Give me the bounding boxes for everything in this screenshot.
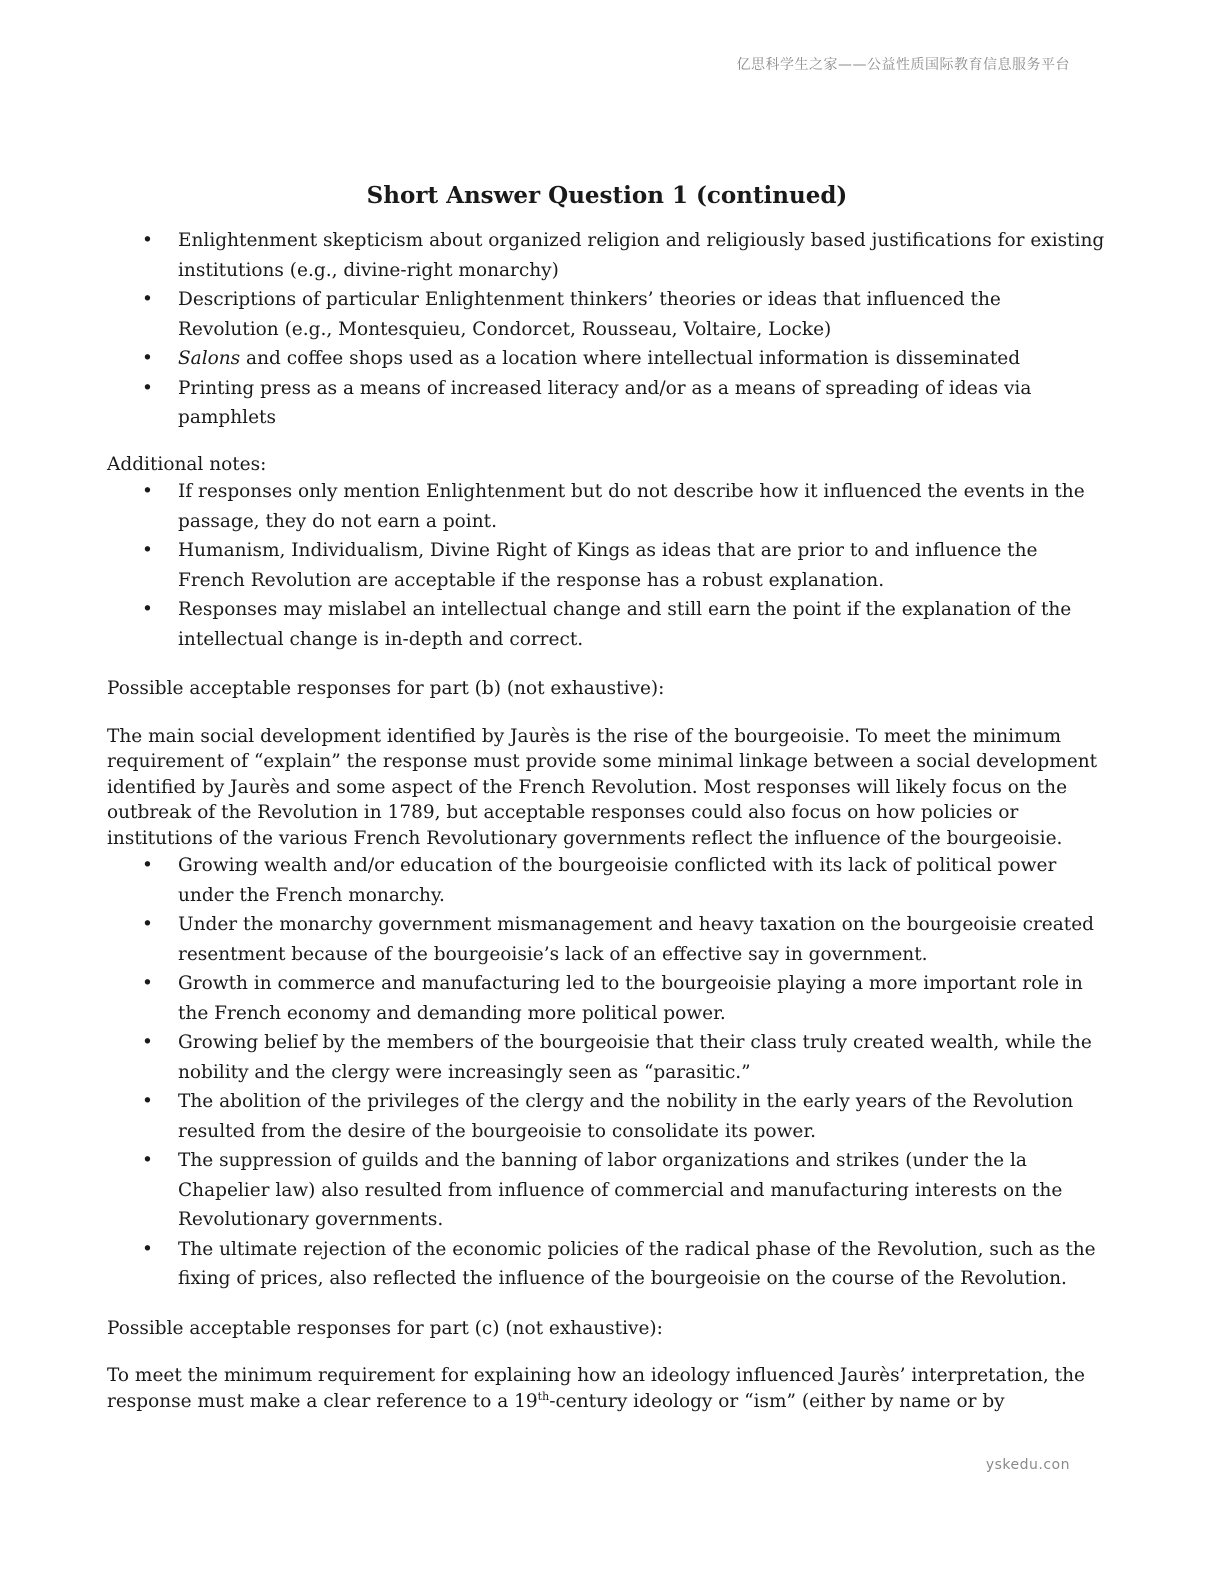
bullet-icon: •: [142, 1032, 153, 1053]
part-c-text-before: To meet the minimum requirement for explaining how an ideology influenced Jaurès’ interpretation, the response must make a clear reference to a 19: [107, 1365, 1085, 1412]
part-b-heading: Possible acceptable responses for part (b) (not exhaustive):: [107, 678, 665, 699]
header-watermark: 亿思科学生之家——公益性质国际教育信息服务平台: [736, 57, 1070, 73]
bullet-icon: •: [142, 1150, 153, 1171]
bullet-icon: •: [142, 230, 153, 251]
bullet-icon: •: [142, 289, 153, 310]
list-item: [107, 595, 1107, 654]
part-b-list: [107, 851, 1107, 1294]
list-item-text: Descriptions of particular Enlightenment thinkers’ theories or ideas that influenced the Revolution (e.g., Montesquieu, Condorcet, Rousseau, Voltaire, Locke): [178, 289, 1001, 340]
additional-notes-label: Additional notes:: [107, 453, 267, 475]
additional-notes-list: [107, 477, 1107, 654]
bullet-icon: •: [142, 914, 153, 935]
list-item: [107, 344, 1107, 374]
enlightenment-list: [107, 226, 1107, 433]
list-item: [107, 285, 1107, 344]
list-item-text: Responses may mislabel an intellectual change and still earn the point if the explanation of the intellectual change is in-depth and correct.: [178, 599, 1072, 650]
list-item-text: Growth in commerce and manufacturing led to the bourgeoisie playing a more important role in the French economy and demanding more political power.: [178, 973, 1083, 1024]
list-item-text: If responses only mention Enlightenment but do not describe how it influenced the events in the passage, they do not earn a point.: [178, 481, 1085, 532]
bullet-icon: •: [142, 855, 153, 876]
list-item-text: Humanism, Individualism, Divine Right of Kings as ideas that are prior to and influence the French Revolution are acceptable if the response has a robust explanation.: [178, 540, 1038, 591]
bullet-icon: •: [142, 1238, 153, 1260]
list-item: [107, 851, 1107, 910]
list-item-text: Printing press as a means of increased literacy and/or as a means of spreading of ideas via pamphlets: [178, 377, 1032, 428]
document-body: [107, 178, 1107, 1414]
bullet-icon: •: [142, 599, 153, 620]
list-item: [107, 910, 1107, 969]
list-item-text: Growing wealth and/or education of the bourgeoisie conflicted with its lack of political power under the French monarchy.: [178, 855, 1057, 906]
footer-watermark: yskedu.con: [985, 1457, 1070, 1473]
list-item-text: and coffee shops used as a location where intellectual information is disseminated: [240, 348, 1021, 369]
list-item-text: Enlightenment skepticism about organized religion and religiously based justifications for existing institutions (e.g., divine-right monarchy): [178, 230, 1105, 281]
bullet-icon: •: [142, 973, 153, 994]
list-item-text: The suppression of guilds and the banning of labor organizations and strikes (under the la Chapelier law) also resulted from influence of commercial and manufacturing interests on the Revolutionary governments.: [178, 1150, 1063, 1230]
bullet-icon: •: [142, 481, 153, 502]
list-item-text: The ultimate rejection of the economic policies of the radical phase of the Revolution, such as the fixing of prices, also reflected the influence of the bourgeoisie on the course of the Revolution.: [178, 1238, 1096, 1289]
list-item: [107, 1087, 1107, 1146]
part-b-paragraph: The main social development identified by Jaurès is the rise of the bourgeoisie. To meet the minimum requirement of “explain” the response must provide some minimal linkage between a social development identified by Jaurès and some aspect of the French Revolution. Most responses will likely focus on the outbreak of the Revolution in 1789, but acceptable responses could also focus on how policies or institutions of the various French Revolutionary governments reflect the influence of the bourgeoisie.: [107, 725, 1098, 849]
bullet-icon: •: [142, 1091, 153, 1112]
list-item-italic-term: Salons: [178, 348, 241, 369]
part-c-text-after: -century ideology or “ism” (either by name or by: [549, 1390, 1005, 1412]
list-item-text: Growing belief by the members of the bourgeoisie that their class truly created wealth, while the nobility and the clergy were increasingly seen as “parasitic.”: [178, 1032, 1092, 1083]
ordinal-suffix: th: [537, 1389, 550, 1403]
list-item: [107, 536, 1107, 595]
list-item: [107, 969, 1107, 1028]
list-item: [107, 1235, 1107, 1294]
list-item-text: Under the monarchy government mismanagement and heavy taxation on the bourgeoisie created resentment because of the bourgeoisie’s lack of an effective say in government.: [178, 914, 1095, 965]
page-title: Short Answer Question 1 (continued): [366, 182, 848, 209]
part-c-heading: Possible acceptable responses for part (c) (not exhaustive):: [107, 1317, 663, 1339]
bullet-icon: •: [142, 348, 153, 369]
bullet-icon: •: [142, 540, 153, 561]
part-c-paragraph: [107, 1363, 1107, 1414]
list-item: [107, 226, 1107, 285]
list-item: [107, 477, 1107, 536]
bullet-icon: •: [142, 377, 153, 399]
list-item: [107, 374, 1107, 433]
list-item-text: The abolition of the privileges of the clergy and the nobility in the early years of the Revolution resulted from the desire of the bourgeoisie to consolidate its power.: [178, 1091, 1074, 1142]
list-item: [107, 1028, 1107, 1087]
list-item: [107, 1146, 1107, 1235]
